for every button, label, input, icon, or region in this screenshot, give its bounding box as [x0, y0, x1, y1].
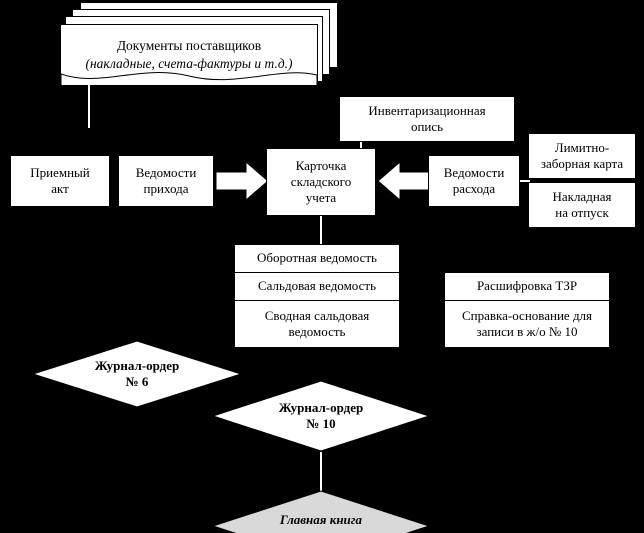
income-statements-line1: Ведомости: [135, 164, 197, 180]
connector-card-to-statements: [320, 216, 322, 244]
connector-docs-to-row: [88, 84, 90, 128]
tzr-row-1[interactable]: Расшифровка ТЗР: [445, 273, 609, 301]
limit-card-line1: Лимитно-: [554, 139, 610, 155]
connector-docs-corner: [88, 126, 90, 128]
statement-row-2[interactable]: Сальдовая ведомость: [235, 273, 399, 301]
receipt-act-line2: акт: [51, 181, 69, 196]
inventory-list-box[interactable]: [339, 96, 515, 142]
main-book-label: [212, 490, 430, 533]
main-book-diamond[interactable]: [212, 490, 430, 533]
arrow-income-to-card: [216, 160, 268, 202]
statement-row-3[interactable]: Сводная сальдовая ведомость: [264, 307, 370, 339]
release-invoice-line2: на отпуск: [555, 205, 609, 220]
limit-card-box[interactable]: [528, 133, 636, 179]
journal-order-10-diamond[interactable]: [212, 380, 430, 452]
inventory-list-line2: опись: [410, 119, 444, 134]
expense-statements-box[interactable]: [428, 155, 520, 207]
expense-statements-line1: Ведомости: [443, 164, 505, 180]
warehouse-card-box[interactable]: [266, 148, 376, 216]
document-wave-edge: [61, 72, 317, 86]
journal-order-6-label: [32, 340, 242, 408]
journal-order-10-label: [212, 380, 430, 452]
inventory-list-line1: Инвентаризационная: [368, 102, 486, 118]
tzr-group[interactable]: [444, 272, 610, 348]
supplier-documents-box[interactable]: [60, 24, 318, 86]
tzr-row-2[interactable]: Справка-основание для записи в ж/о № 10: [461, 307, 593, 339]
journal-order-6-line1: Журнал-ордер: [94, 357, 180, 373]
supplier-documents-line1: Документы поставщиков: [116, 38, 262, 54]
supplier-documents-line2: (накладные, счета-фактуры и т.д.): [85, 56, 293, 71]
main-book-text: Главная книга: [279, 511, 363, 527]
statement-row-1[interactable]: Оборотная ведомость: [235, 245, 399, 273]
journal-order-6-line2: № 6: [125, 374, 149, 389]
warehouse-card-line2: складского: [290, 173, 352, 189]
limit-card-line2: заборная карта: [540, 156, 624, 171]
release-invoice-box[interactable]: [528, 182, 636, 228]
income-statements-line2: прихода: [143, 181, 189, 196]
income-statements-box[interactable]: [118, 155, 214, 207]
expense-statements-line2: расхода: [452, 181, 496, 196]
statements-group[interactable]: [234, 244, 400, 348]
receipt-act-line1: Приемный: [30, 164, 90, 180]
receipt-act-box[interactable]: [10, 155, 110, 207]
release-invoice-line1: Накладная: [552, 188, 612, 204]
journal-order-10-line2: № 10: [306, 416, 336, 431]
supplier-documents-stack[interactable]: [60, 2, 340, 92]
journal-order-6-diamond[interactable]: [32, 340, 242, 408]
journal-order-10-line1: Журнал-ордер: [278, 399, 364, 415]
connector-journals-to-mainbook: [320, 452, 322, 494]
connector-right-to-expense: [520, 180, 530, 182]
arrow-expense-to-card: [378, 160, 430, 202]
warehouse-card-line1: Карточка: [295, 157, 347, 173]
warehouse-card-line3: учета: [305, 190, 337, 206]
